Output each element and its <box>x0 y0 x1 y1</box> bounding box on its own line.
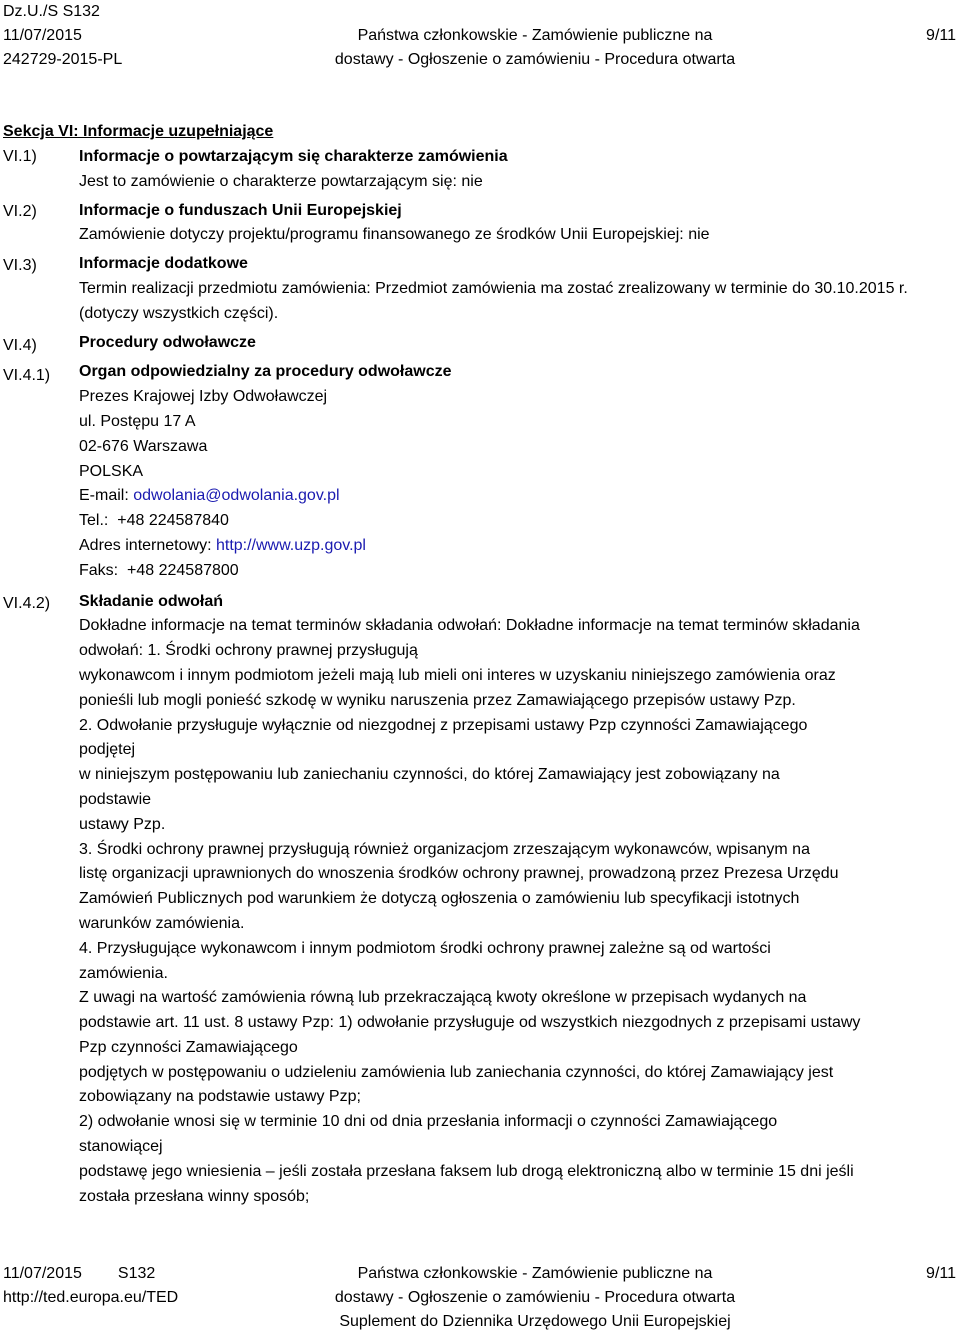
footer-series: S132 <box>117 1265 156 1282</box>
footer-url[interactable]: http://ted.europa.eu/TED <box>3 1289 179 1306</box>
footer-title-line3: Suplement do Dziennika Urzędowego Unii Europejskiej <box>339 1313 731 1330</box>
number-vi4: VI.4) <box>3 337 37 354</box>
vi42-text-line: Zamówień Publicznych pod warunkiem że dotyczą ogłoszenia o zamówieniu lub specyfikacji istotnych <box>79 890 800 908</box>
vi42-text-line: Dokładne informacje na temat terminów składania odwołań: Dokładne informacje na temat terminów składania <box>79 617 860 635</box>
vi42-text-line: została przesłana winny sposób; <box>79 1187 310 1205</box>
vi3-heading: Informacje dodatkowe <box>79 255 248 273</box>
email-link[interactable]: odwolania@odwolania.gov.pl <box>133 487 340 505</box>
vi42-text-line: 4. Przysługujące wykonawcom i innym podmiotom środki ochrony prawnej zależne są od wartości <box>79 939 771 957</box>
appeal-body-city: 02-676 Warszawa <box>79 437 208 455</box>
vi42-heading: Składanie odwołań <box>79 592 224 610</box>
page-header-left <box>3 0 122 72</box>
vi42-text-line: Z uwagi na wartość zamówienia równą lub przekraczającą kwoty określone w przepisach wydanych na <box>79 989 807 1007</box>
notice-id: 242729-2015-PL <box>3 51 123 68</box>
journal-ref: Dz.U./S S132 <box>3 3 100 20</box>
appeal-body-name: Prezes Krajowej Izby Odwoławczej <box>79 388 328 406</box>
email-row <box>79 484 954 509</box>
header-page-number: 9/11 <box>926 27 956 44</box>
vi42-text-line: podjętych w postępowaniu o udzieleniu zamówienia lub zaniechania czynności, do której Zamawiający jest <box>79 1063 834 1081</box>
vi42-text-line: 3. Środki ochrony prawnej przysługują również organizacjom zrzeszającym wykonawców, wpisanym na <box>79 840 810 858</box>
vi42-text-line: podstawie <box>79 790 152 808</box>
email-label: E-mail: <box>79 487 129 505</box>
page-header-title <box>310 0 760 72</box>
vi42-text-line: podstawie art. 11 ust. 8 ustawy Pzp: 1) odwołanie przysługuje od wszystkich niezgodnych z przepisami ustawy <box>79 1014 861 1032</box>
footer-page-number: 9/11 <box>926 1265 956 1282</box>
vi42-text-line: w niniejszym postępowaniu lub zaniechaniu czynności, do której Zamawiający jest zobowiązany na <box>79 766 780 784</box>
footer-title-line2: dostawy - Ogłoszenie o zamówieniu - Procedura otwarta <box>334 1289 736 1306</box>
appeal-body-street: ul. Postępu 17 A <box>79 412 196 430</box>
vi42-text-line: stanowiącej <box>79 1138 163 1156</box>
number-vi2: VI.2) <box>3 203 37 220</box>
page-footer-title <box>300 1262 770 1334</box>
header-date: 11/07/2015 <box>3 27 82 44</box>
vi42-text-line: listę organizacji uprawnionych do wnoszenia środków ochrony prawnej, prowadzoną przez Prezesa Urzędu <box>79 865 839 883</box>
vi42-text-line: zobowiązany na podstawie ustawy Pzp; <box>79 1088 361 1106</box>
vi42-text-line: warunków zamówienia. <box>79 914 245 932</box>
page-footer-left <box>3 1262 178 1310</box>
header-title-line2: dostawy - Ogłoszenie o zamówieniu - Procedura otwarta <box>334 51 736 68</box>
appeal-body-country: POLSKA <box>79 462 144 480</box>
page-header-right <box>926 0 956 48</box>
footer-date: 11/07/2015 <box>3 1265 82 1282</box>
website-link[interactable]: http://www.uzp.gov.pl <box>215 536 366 554</box>
vi42-text-line: 2. Odwołanie przysługuje wyłącznie od niezgodnej z przepisami ustawy Pzp czynności Zamawiającego <box>79 716 808 734</box>
website-label: Adres internetowy: <box>79 536 212 554</box>
vi42-text-line: wykonawcom i innym podmiotom jeżeli mają lub mieli oni interes w uzyskaniu niniejszego zamówienia oraz <box>79 666 836 684</box>
website-row <box>79 534 954 559</box>
vi42-text-line: Pzp czynności Zamawiającego <box>79 1038 298 1056</box>
header-title-line1: Państwa członkowskie - Zamówienie publiczne na <box>357 27 713 44</box>
vi41-heading: Organ odpowiedzialny za procedury odwoławcze <box>79 363 452 381</box>
vi42-text-line: ponieśli lub mogli ponieść szkodę w wyniku naruszenia przez Zamawiającego przepisów ustawy Pzp. <box>79 691 796 709</box>
vi42-text-line: zamówienia. <box>79 964 168 982</box>
section-title: Sekcja VI: Informacje uzupełniające <box>3 123 274 140</box>
vi2-text: Zamówienie dotyczy projektu/programu finansowanego ze środków Unii Europejskiej: nie <box>79 226 710 244</box>
vi42-text-line: odwołań: 1. Środki ochrony prawnej przysługują <box>79 642 418 660</box>
vi3-text: Termin realizacji przedmiotu zamówienia: Przedmiot zamówienia ma zostać zrealizowany w terminie do 30.10.2015 r. (dotyczy wszystkich części). <box>79 279 908 322</box>
vi42-text <box>79 614 954 1209</box>
number-vi3: VI.3) <box>3 257 37 274</box>
vi4-heading: Procedury odwoławcze <box>79 333 256 351</box>
fax-number: Faks: +48 224587800 <box>79 561 239 579</box>
number-vi1: VI.1) <box>3 148 37 165</box>
phone-number: Tel.: +48 224587840 <box>79 512 229 530</box>
section-content <box>79 145 954 1209</box>
vi1-text: Jest to zamówienie o charakterze powtarzającym się: nie <box>79 172 483 190</box>
vi42-text-line: podjętej <box>79 741 136 759</box>
vi42-text-line: podstawę jego wniesienia – jeśli została przesłana faksem lub drogą elektroniczną albo w terminie 15 dni jeśli <box>79 1162 854 1180</box>
vi42-text-line: 2) odwołanie wnosi się w terminie 10 dni od dnia przesłania informacji o czynności Zamawiającego <box>79 1113 778 1131</box>
footer-title-line1: Państwa członkowskie - Zamówienie publiczne na <box>357 1265 713 1282</box>
vi2-heading: Informacje o funduszach Unii Europejskiej <box>79 201 402 219</box>
number-vi42: VI.4.2) <box>3 595 51 612</box>
number-vi41: VI.4.1) <box>3 367 51 384</box>
vi42-text-line: ustawy Pzp. <box>79 815 166 833</box>
vi1-heading: Informacje o powtarzającym się charakterze zamówienia <box>79 148 508 165</box>
